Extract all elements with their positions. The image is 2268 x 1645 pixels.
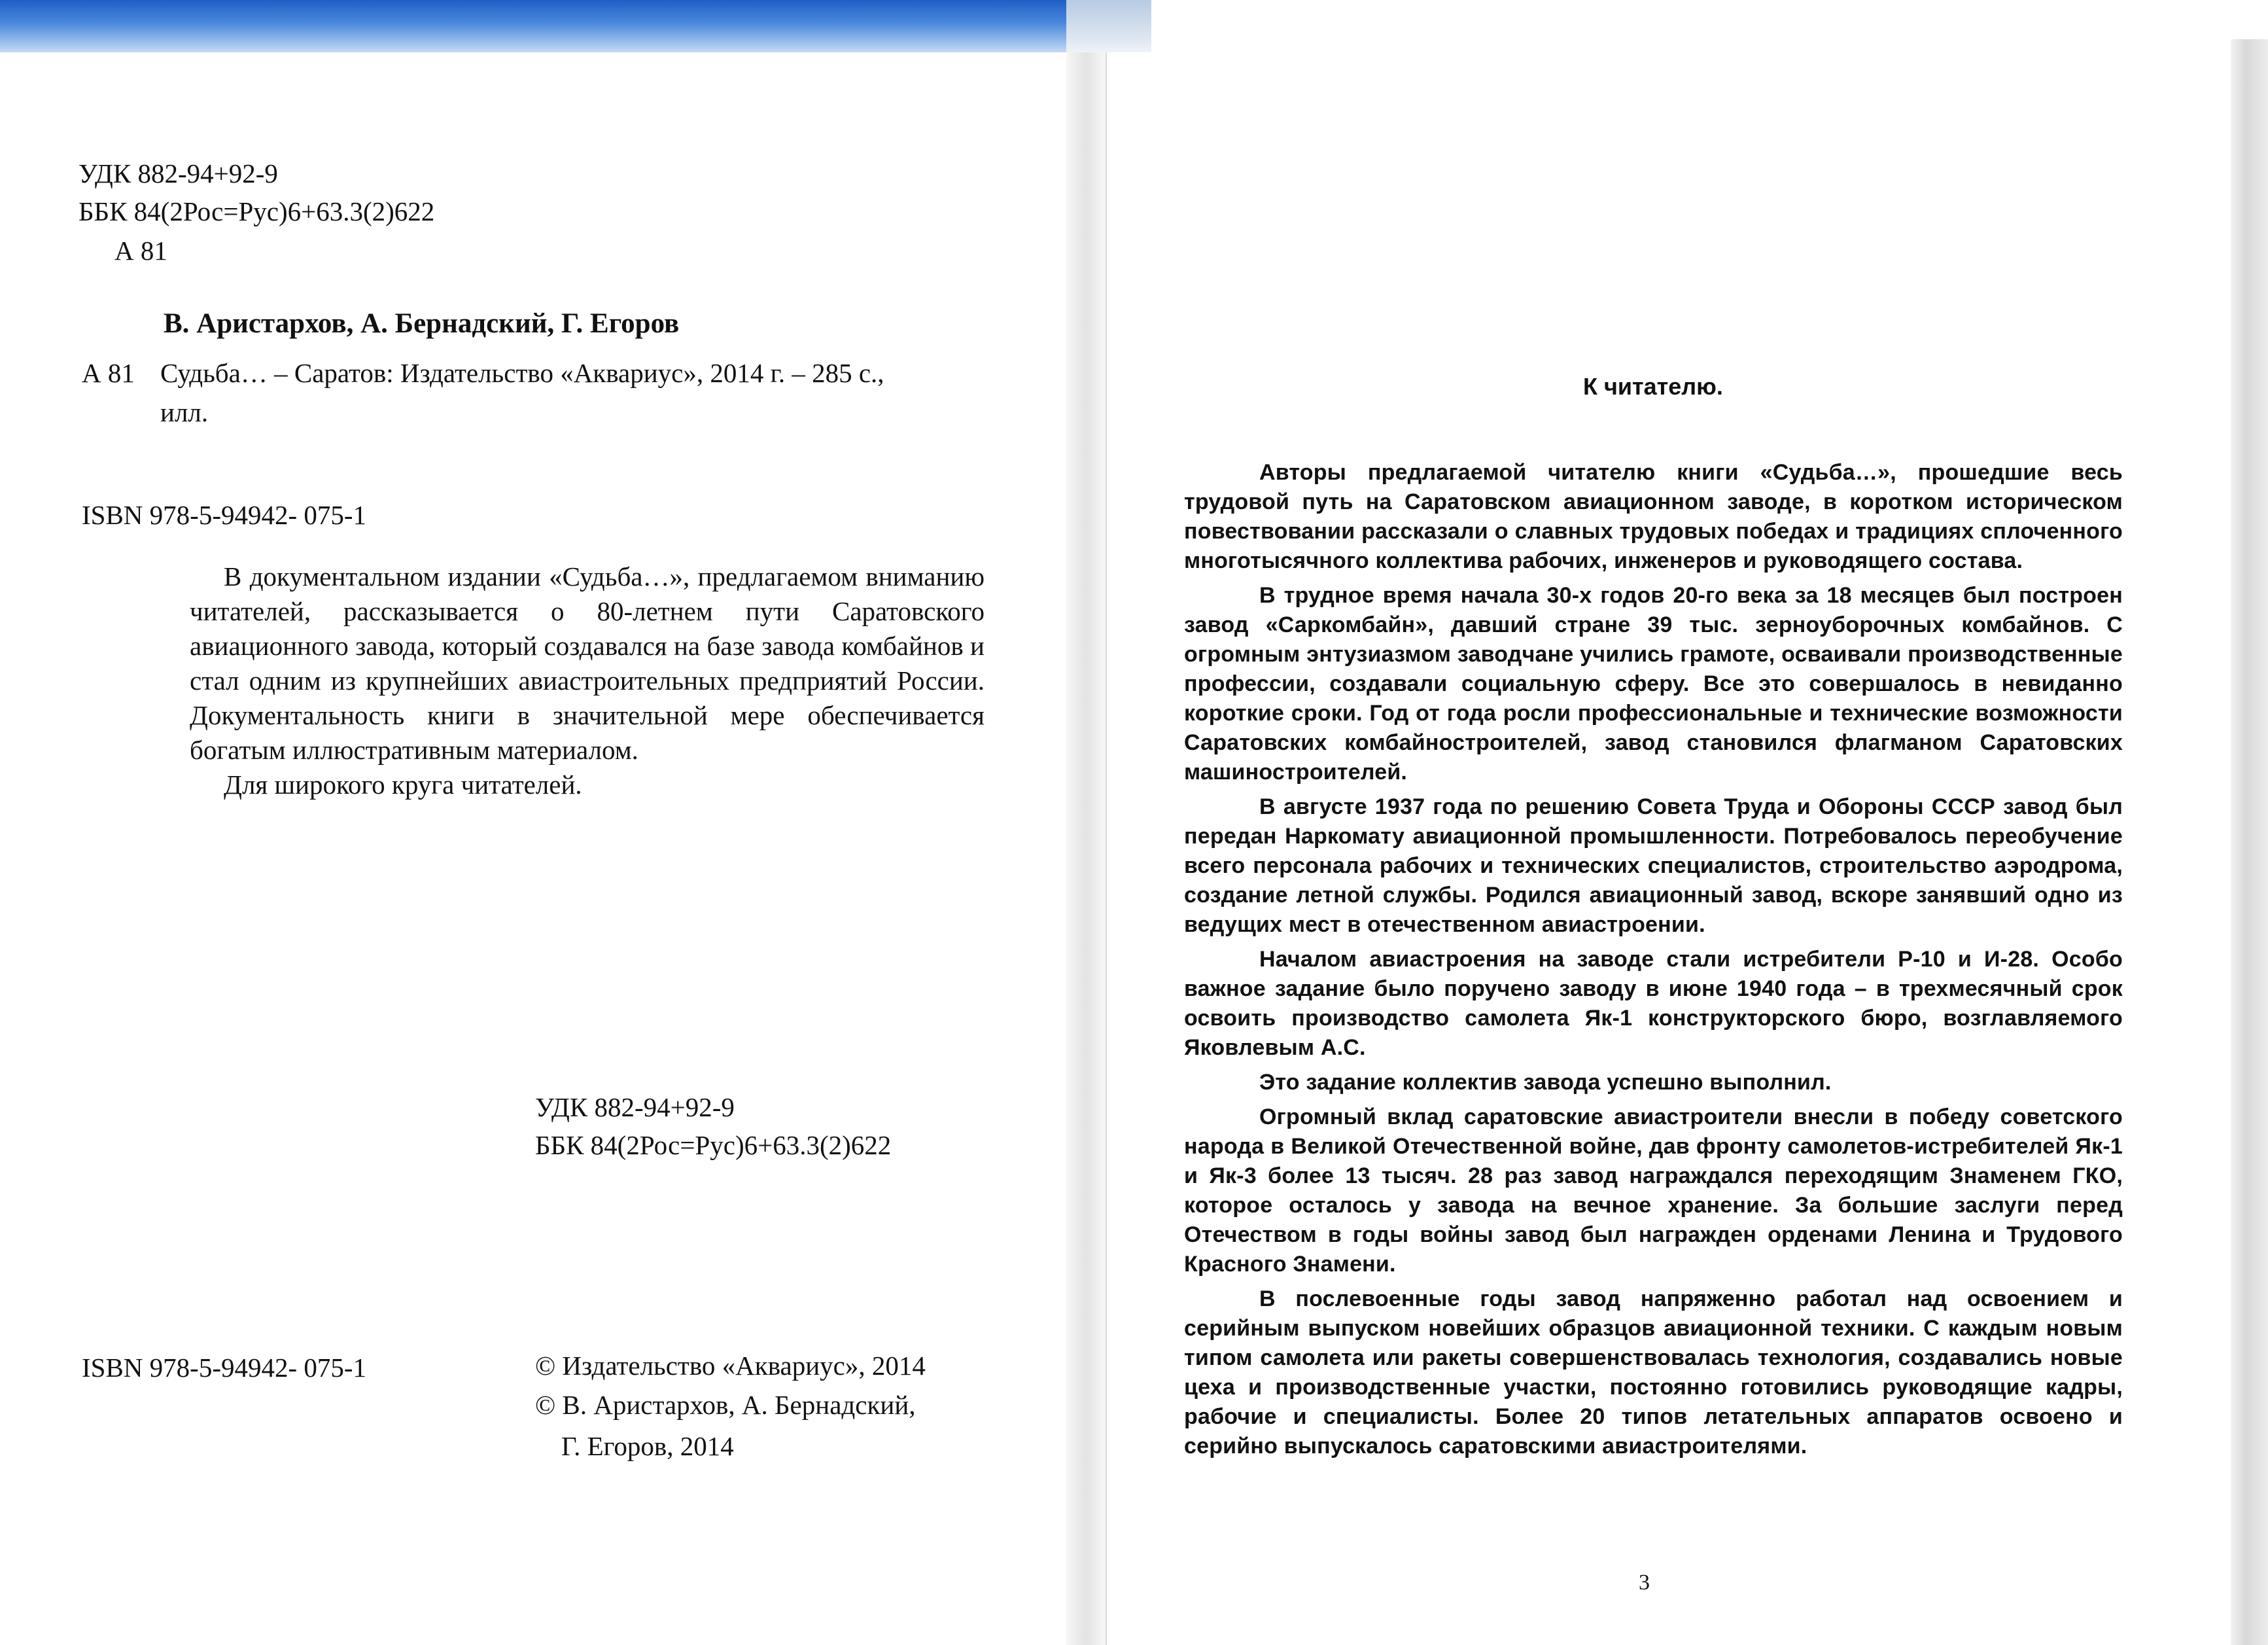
paragraph: Авторы предлагаемой читателю книги «Судьба…», прошедшие весь трудовой путь на Саратовском авиационном заводе, в коротком историческом повествовании рассказали о славных трудовых победах и традициях сплоченного многотысячного коллектива рабочих, инженеров и руководящего состава. (1184, 460, 2123, 573)
paragraph: Огромный вклад саратовские авиастроители внесли в победу советского народа в Великой Отечественной войне, дав фронту самолетов-истребителей Як-1 и Як-3 более 13 тысяч. 28 раз завод награждался переходящим Знаменем ГКО, которое осталось у завода на вечное хранение. За большие заслуги перед Отечеством в годы войны завод был награжден орденами Ленина и Трудового Красного Знамени. (1184, 1105, 2123, 1277)
page-edge (2231, 39, 2268, 1645)
annotation-paragraph: В документальном издании «Судьба…», предлагаемом вниманию читателей, рассказывается о 80-летнем пути Саратовского авиационного завода, который создавался на базе завода комбайнов и стал одним из крупнейших авиастроительных предприятий России. Документальность книги в значительной мере обеспечивается богатым иллюстративным материалом. (190, 561, 985, 765)
paragraph: Это задание коллектив завода успешно выполнил. (1259, 1070, 1832, 1095)
copyright-authors-cont: Г. Егоров, 2014 (561, 1431, 734, 1461)
biblio-line-1: Судьба… – Саратов: Издательство «Аквариус», 2014 г. – 285 с., (160, 358, 884, 388)
bbk-top: ББК 84(2Рос=Рус)6+63.3(2)622 (79, 196, 435, 226)
biblio-mark: А 81 (82, 358, 135, 388)
page-number: 3 (1639, 1570, 1650, 1595)
biblio-line-2: илл. (160, 397, 209, 427)
paragraph: В августе 1937 года по решению Совета Труда и Обороны СССР завод был передан Наркомату авиационной промышленности. Потребовалось переобучение всего персонала рабочих и технических специалистов, строительство аэродрома, создание летной службы. Родился авиационный завод, вскоре занявший одно из ведущих мест в отечественном авиастроении. (1184, 794, 2123, 937)
book-gutter (1066, 52, 1106, 1645)
author-mark-top: А 81 (114, 236, 167, 266)
section-title: К читателю. (1583, 373, 1723, 400)
paragraph: Началом авиастроения на заводе стали истребители Р-10 и И-28. Особо важное задание было поручено заводу в июне 1940 года – в трехмесячный срок освоить производство самолета Як-1 конструкторского бюро, возглавляемого Яковлевым А.С. (1184, 947, 2123, 1060)
paragraph: В трудное время начала 30-х годов 20-го века за 18 месяцев был построен завод «Саркомбайн», давший стране 39 тыс. зерноуборочных комбайнов. С огромным энтузиазмом заводчане учились грамоте, осваивали производственные профессии, создавали социальную сферу. Все это совершалось в невиданно короткие сроки. Год от года росли профессиональные и технические возможности Саратовских комбайностроителей, завод становился флагманом Саратовских машиностроителей. (1184, 583, 2123, 785)
udk-bottom: УДК 882-94+92-9 (535, 1092, 735, 1122)
udk-top: УДК 882-94+92-9 (79, 158, 278, 188)
isbn-bottom: ISBN 978-5-94942- 075-1 (82, 1353, 367, 1383)
annotation-audience: Для широкого круга читателей. (224, 769, 582, 800)
copyright-authors: © В. Аристархов, А. Бернадский, (535, 1390, 916, 1420)
foreword-text (1184, 458, 2123, 1466)
paragraph: В послевоенные годы завод напряженно работал над освоением и серийным выпуском новейших образцов авиационной техники. С каждым новым типом самолета или ракеты совершенствовалась технология, создавались новые цеха и производственные участки, постоянно готовились руководящие кадры, рабочие и специалисты. Более 20 типов летательных аппаратов освоено и серийно выпускалось саратовскими авиастроителями. (1184, 1286, 2123, 1459)
isbn-top: ISBN 978-5-94942- 075-1 (82, 500, 367, 530)
annotation (190, 559, 985, 802)
authors: В. Аристархов, А. Бернадский, Г. Егоров (164, 308, 680, 339)
bbk-bottom: ББК 84(2Рос=Рус)6+63.3(2)622 (535, 1130, 892, 1160)
copyright-publisher: © Издательство «Аквариус», 2014 (535, 1351, 926, 1381)
